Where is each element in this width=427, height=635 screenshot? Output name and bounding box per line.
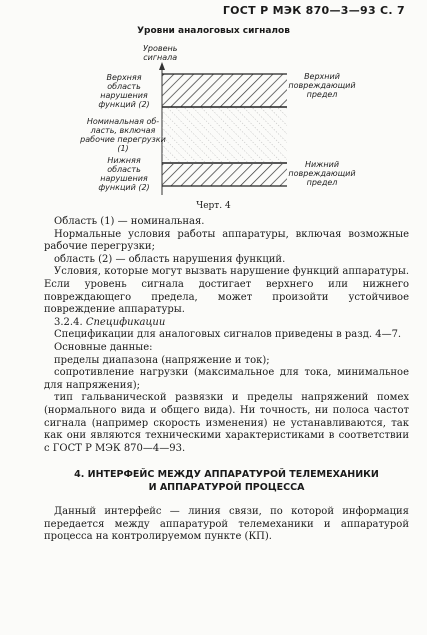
axis-label-line: Уровень — [143, 44, 178, 53]
section-heading: 4. ИНТЕРФЕЙС МЕЖДУ АППАРАТУРОЙ ТЕЛЕМЕХАНИКИ И АППАРАТУРОЙ ПРОЦЕССА — [74, 469, 379, 494]
figure-title: Уровни аналоговых сигналов — [137, 26, 290, 36]
label-nominal-region: Номинальная об- ласть, включая рабочие перегрузки (1) — [80, 117, 166, 153]
paragraph: тип гальванической развязки и пределы напряжений помех (нормального вида и общего вида). Ни точность, ни полоса частот сигнала (например скорость изменения) не устанавливаются, так как они являются техническими характеристиками в соответствии с ГОСТ Р МЭК 870—4—93. — [44, 392, 409, 454]
paragraph: пределы диапазона (напряжение и ток); — [54, 354, 270, 366]
diagram-svg — [0, 0, 427, 200]
paragraph: Нормальные условия работы аппаратуры, включая возможные рабочие перегрузки; — [44, 228, 409, 253]
paragraph: Данный интерфейс — линия связи, по которой информация передается между аппаратурой телемеханики и аппаратурой процесса на контролируемом пункте (КП). — [44, 506, 409, 543]
page-header: ГОСТ Р МЭК 870—3—93 С. 7 — [222, 4, 405, 17]
axis-arrow — [159, 62, 165, 70]
label-upper-limit: Верхний повреждающий предел — [288, 72, 356, 99]
paragraph: область (2) — область нарушения функций. — [54, 253, 286, 265]
label-lower-region: Нижняя область нарушения функций (2) — [98, 156, 150, 192]
body-text — [44, 216, 409, 544]
paragraph: Условия, которые могут вызвать нарушение функций аппаратуры. Если уровень сигнала достигает верхнего или нижнего повреждающего предела, может произойти устойчивое повреждение аппаратуры. — [44, 266, 409, 316]
label-lower-limit: Нижний повреждающий предел — [288, 160, 356, 187]
nominal-region — [162, 108, 287, 162]
paragraph: Спецификации для аналоговых сигналов приведены в разд. 4—7. — [54, 329, 402, 341]
paragraph: Основные данные: — [54, 341, 153, 353]
paragraph: Область (1) — номинальная. — [54, 216, 205, 227]
axis-label-line: сигнала — [143, 53, 178, 62]
lower-region — [162, 164, 287, 186]
paragraph: сопротивление нагрузки (максимальное для тока, минимальное для напряжения); — [44, 367, 409, 391]
figure-caption: Черт. 4 — [196, 201, 231, 211]
label-upper-region: Верхняя область нарушения функций (2) — [98, 73, 150, 109]
subsection-heading: 3.2.4. Спецификации — [54, 316, 166, 328]
upper-region — [162, 74, 287, 107]
